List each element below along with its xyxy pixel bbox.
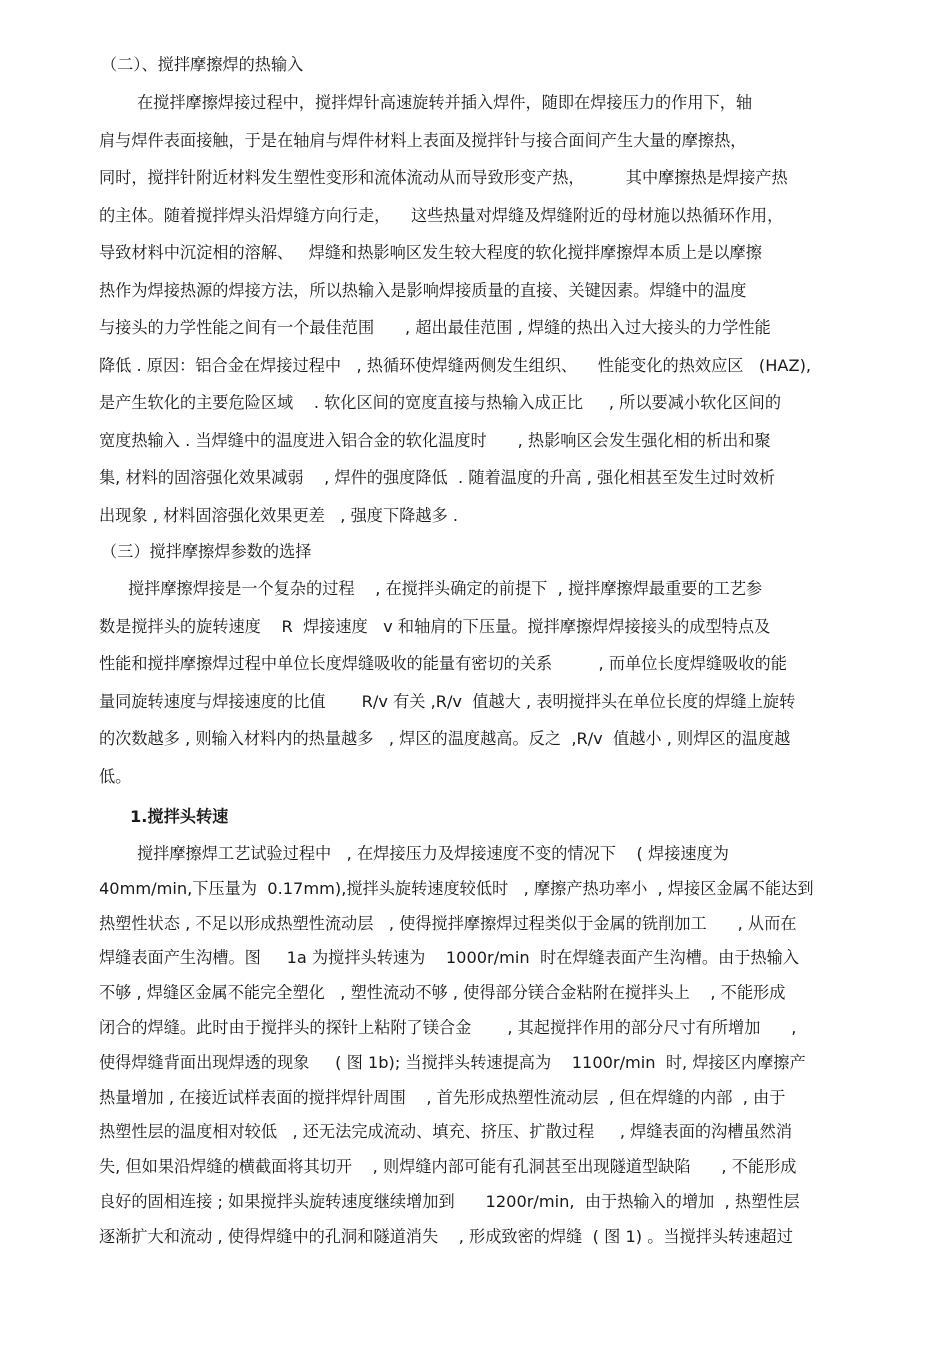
section-heading-heat-input: （二）、搅拌摩擦焊的热输入 [101,55,304,74]
text-line: 数是搅拌头的旋转速度 R 焊接速度 v 和轴肩的下压量。搅拌摩擦焊焊接接头的成型特点及 [99,616,771,636]
subsection-heading-rotation-speed: 1.搅拌头转速 [130,807,229,826]
text-line: 不够 , 焊缝区金属不能完全塑化 , 塑性流动不够 , 使得部分镁合金粘附在搅拌头上 , 不能形成 [99,983,786,1003]
text-line: 与接头的力学性能之间有一个最佳范围 , 超出最佳范围 , 焊缝的热出入过大接头的力学性能 [99,318,771,337]
text-line: 的次数越多 , 则输入材料内的热量越多 , 焊区的温度越高。反之 ,R/v 值越小 , 则焊区的温度越 [99,729,791,748]
section-heading-parameter-selection: （三）搅拌摩擦焊参数的选择 [101,542,312,561]
text-line: 导致材料中沉淀相的溶解、 焊缝和热影响区发生较大程度的软化搅拌摩擦焊本质上是以摩擦 [99,243,762,262]
text-line: 是产生软化的主要危险区域 . 软化区间的宽度直接与热输入成正比 , 所以要减小软化区间的 [99,393,782,412]
text-line: 集, 材料的固溶强化效果减弱 , 焊件的强度降低 . 随着温度的升高 , 强化相甚至发生过时效析 [99,468,776,487]
text-line: 肩与焊件表面接触，于是在轴肩与焊件材料上表面及搅拌针与接合面间产生大量的摩擦热， [99,130,747,150]
text-line: 失, 但如果沿焊缝的横截面将其切开 , 则焊缝内部可能有孔洞甚至出现隧道型缺陷 , 不能形成 [99,1157,797,1177]
text-line: 降低 . 原因：铝合金在焊接过程中 , 热循环使焊缝两侧发生组织、 性能变化的热效应区 (HAZ), [99,355,812,375]
text-line: 焊缝表面产生沟槽。图 1a 为搅拌头转速为 1000r/min 时在焊缝表面产生沟槽。由于热输入 [99,948,799,968]
text-line: 在搅拌摩擦焊接过程中，搅拌焊针高速旋转并插入焊件，随即在焊接压力的作用下，轴 [137,93,753,112]
text-line: 低。 [99,766,132,786]
text-line: 搅拌摩擦焊工艺试验过程中 , 在焊接压力及焊接速度不变的情况下 ( 焊接速度为 [137,844,729,863]
text-line: 逐渐扩大和流动 , 使得焊缝中的孔洞和隧道消失 , 形成致密的焊缝 ( 图 1) 。当搅拌头转速超过 [99,1226,793,1246]
text-line: 出现象 , 材料固溶强化效果更差 , 强度下降越多 . [99,505,459,525]
text-line: 性能和搅拌摩擦焊过程中单位长度焊缝吸收的能量有密切的关系 , 而单位长度焊缝吸收的能 [99,654,787,673]
text-line: 量同旋转速度与焊接速度的比值 R/v 有关 ,R/v 值越大 , 表明搅拌头在单位长度的焊缝上旋转 [99,691,796,711]
text-line: 热作为焊接热源的焊接方法，所以热输入是影响焊接质量的直接、关键因素。焊缝中的温度 [99,280,747,300]
text-line: 使得焊缝背面出现焊透的现象 ( 图 1b); 当搅拌头转速提高为 1100r/min 时, 焊接区内摩擦产 [99,1052,806,1072]
text-line: 热量增加 , 在接近试样表面的搅拌焊针周围 , 首先形成热塑性流动层 , 但在焊缝的内部 , 由于 [99,1087,786,1107]
text-line: 同时，搅拌针附近材料发生塑性变形和流体流动从而导致形变产热， 其中摩擦热是焊接产热 [99,168,788,187]
text-line: 宽度热输入 . 当焊缝中的温度进入铝合金的软化温度时 , 热影响区会发生强化相的析出和聚 [99,430,771,450]
text-line: 热塑性层的温度相对较低 , 还无法完成流动、填充、挤压、扩散过程 , 焊缝表面的沟槽虽然消 [99,1122,793,1142]
text-line: 闭合的焊缝。此时由于搅拌头的探针上粘附了镁合金 , 其起搅拌作用的部分尺寸有所增加 , [99,1018,797,1037]
text-line: 搅拌摩擦焊接是一个复杂的过程 , 在搅拌头确定的前提下 , 搅拌摩擦焊最重要的工艺参 [128,579,763,598]
text-line: 的主体。随着搅拌焊头沿焊缝方向行走， 这些热量对焊缝及焊缝附近的母材施以热循环作用， [99,205,784,225]
text-line: 热塑性状态 , 不足以形成热塑性流动层 , 使得搅拌摩擦焊过程类似于金属的铣削加工 , 从而在 [99,913,797,933]
text-line: 40mm/min,下压量为 0.17mm),搅拌头旋转速度较低时 , 摩擦产热功率小 , 焊接区金属不能达到 [99,878,814,898]
text-line: 良好的固相连接 ; 如果搅拌头旋转速度继续增加到 1200r/min, 由于热输入的增加 , 热塑性层 [99,1192,800,1211]
